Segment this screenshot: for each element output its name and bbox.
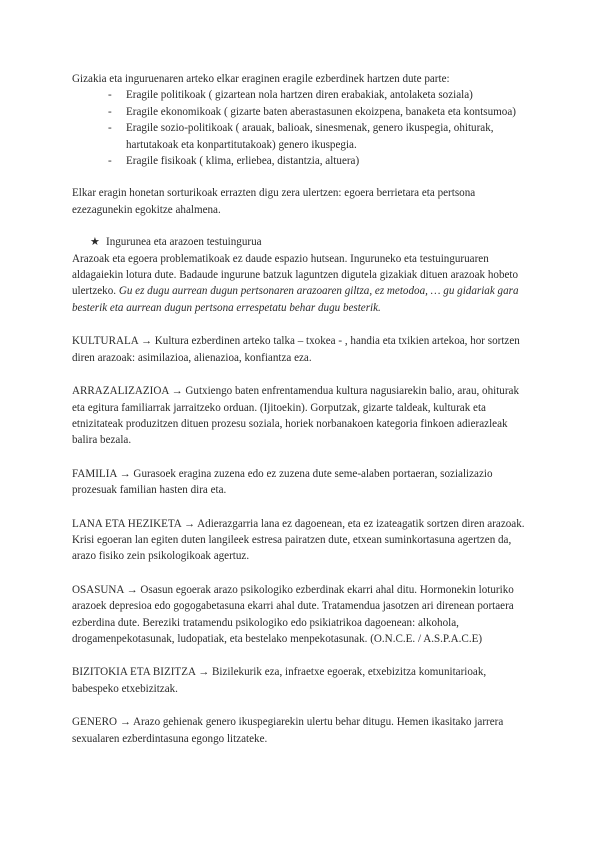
dash-marker: - <box>108 155 112 168</box>
list-item-text: Eragile politikoak ( gizartean nola hartzen diren erabakiak, antolaketa soziala) <box>126 89 473 102</box>
dash-marker: - <box>108 105 112 118</box>
section-kulturala: KULTURALA → Kultura ezberdinen arteko talka – txokea - , handia eta txikien artekoa, hor sortzen diren arazoak: asimilazioa, alienazioa, konfiantza eza. <box>72 335 520 364</box>
section-osasuna: OSASUNA → Osasun egoerak arazo psikologiko ezberdinak ekarri ahal ditu. Hormonekin loturiko arazoek depresioa edo gogogabetasuna ekarri ahal dute. Tratamendua jasotzen ari direnean portaera ezberdina dute. Bereziki tratamendu psikologiko edo psikiatrikoa dagoenean: alkohola, drogamenpekotasunak, ludopatiak, eta bestelako menpekotasunak. (O.N.C.E. / A.S.P.A.C.E) <box>72 583 514 645</box>
section-bizitokia-eta-bizitza: BIZITOKIA ETA BIZITZA → Bizilekurik eza, infraetxe egoerak, etxebizitza komunitarioak, babespeko etxebizitzak. <box>72 666 487 695</box>
section-lana-eta-heziketa: LANA ETA HEZIKETA → Adierazgarria lana ez dagoenean, eta ez izateagatik sortzen diren arazoak. Krisi egoeran lan egiten duten langileek estresa pairatzen dute, etxean suminkortasuna agertzen da, arazo fisiko zein psikologikoak agertuz. <box>72 517 525 563</box>
section-familia: FAMILIA → Gurasoek eragina zuzena edo ez zuzena dute seme-alaben portaeran, sozializazio prozesuak familian hasten dira eta. <box>72 467 493 497</box>
context-paragraph <box>72 251 532 317</box>
section-arrazalizazioa: ARRAZALIZAZIOA → Gutxiengo baten enfrentamendua kultura nagusiarekin balio, arau, ohiturak eta egitura familiarrak jarraitzeko orduan. (Ijitoekin). Gorputzak, gizarte taldeak, kulturak eta etnizitateak produzitzen dituen prozesu soziala, horiek norbanakoen kategoria finkoen adierazleak balira bezala. <box>72 385 520 447</box>
context-italic-text: Gu ez dugu aurrean dugun pertsonaren arazoaren giltza, ez metodoa, … gu gidariak gara besterik eta aurrean dugun pertsona errespetatu behar dugu besterik. <box>72 285 519 314</box>
section-genero: GENERO → Arazo gehienak genero ikuspegiarekin ulertu behar ditugu. Hemen ikasitako jarrera sexualaren ezberdintasuna egongo litzateke. <box>72 716 504 745</box>
dash-marker: - <box>108 122 112 135</box>
list-item <box>72 87 532 103</box>
list-item-text: Eragile fisikoak ( klima, erliebea, distantzia, altuera) <box>126 155 360 168</box>
list-item-text: Eragile sozio-politikoak ( arauak, balioak, sinesmenak, genero ikuspegia, ohiturak, hartutakoak eta konpartitutakoak) genero ikuspegia. <box>126 122 494 151</box>
context-text: Arazoak eta egoera problematikoak ez daude espazio hutsean. Inguruneko eta testuinguruaren aldagaiekin lotura dute. Badaude ingurune batzuk laguntzen digutela gizakiak dituen arazoak hobeto ulertzeko. <box>72 252 519 298</box>
dash-marker: - <box>108 89 112 102</box>
list-item <box>72 104 532 120</box>
list-item <box>72 120 532 153</box>
intro-text: Gizakia eta inguruenaren arteko elkar eraginen eragile ezberdinek hartzen dute parte: <box>72 73 450 85</box>
section-heading-text: Ingurunea eta arazoen testuingurua <box>106 236 262 249</box>
list-item-text: Eragile ekonomikoak ( gizarte baten aberastasunen ekoizpena, banaketa eta kontsumoa) <box>126 105 516 118</box>
list-item <box>72 153 532 169</box>
star-icon: ★ <box>90 236 100 249</box>
factors-list <box>72 87 532 169</box>
section-heading <box>72 234 532 250</box>
document-page <box>72 71 532 747</box>
summary-paragraph: Elkar eragin honetan sorturikoak errazten digu zera ulertzen: egoera berrietara eta pertsona ezezagunekin egokitze ahalmena. <box>72 187 476 216</box>
